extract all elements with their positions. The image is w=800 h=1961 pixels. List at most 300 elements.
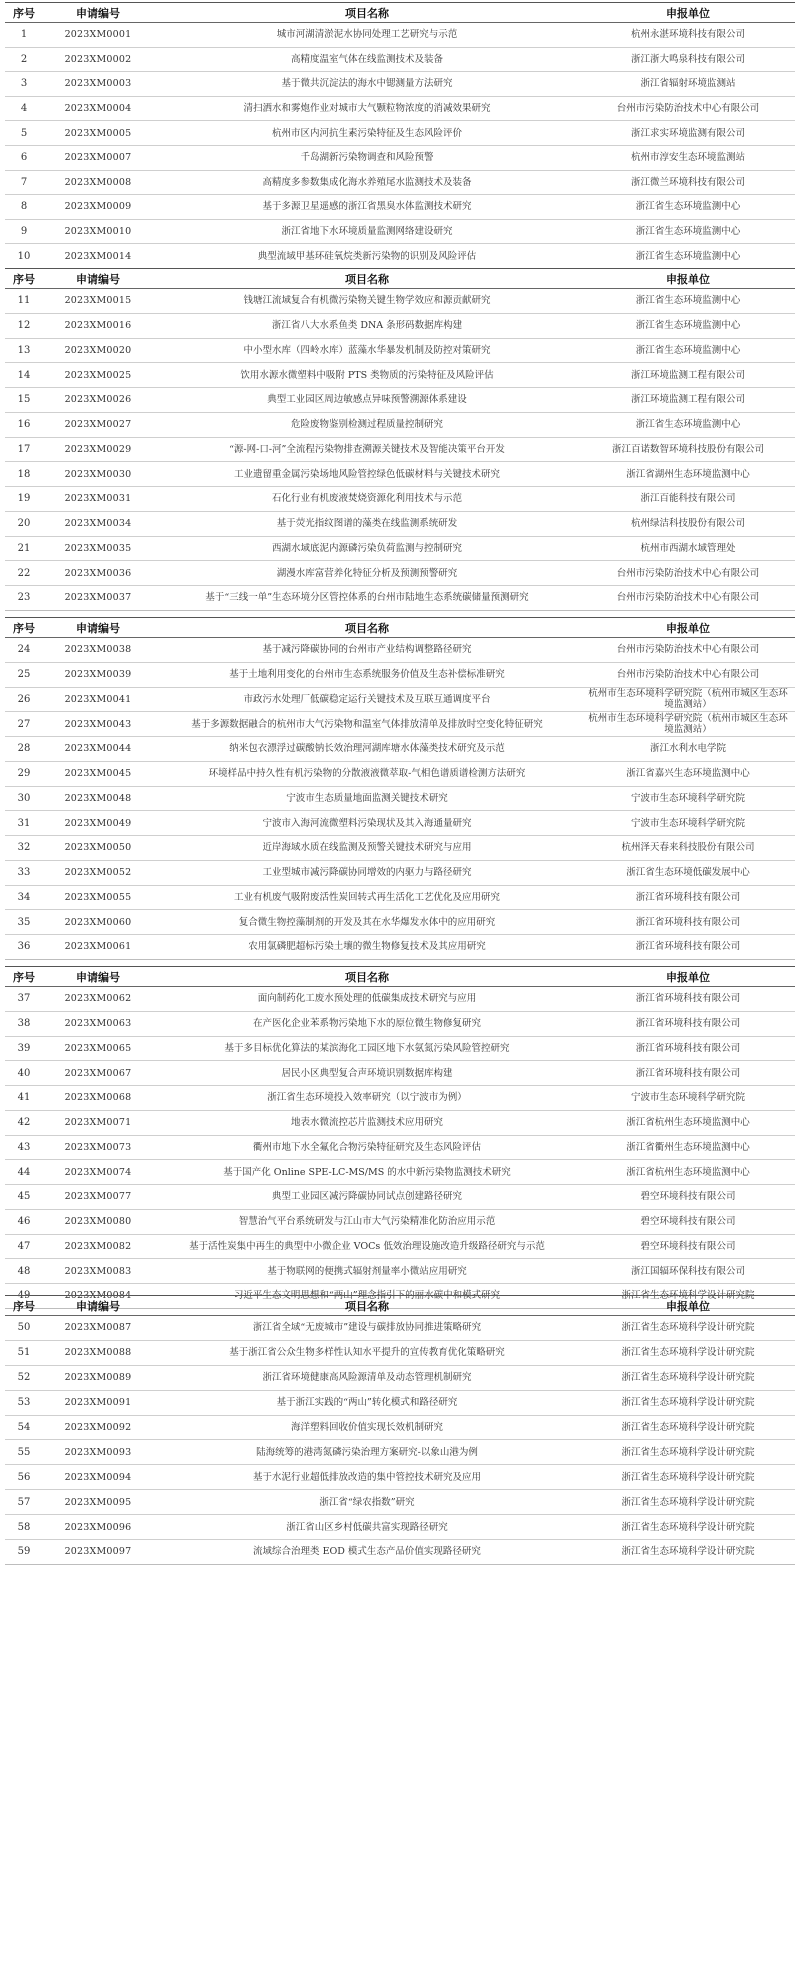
row-number: 57 xyxy=(5,1490,43,1515)
application-code: 2023XM0088 xyxy=(43,1340,153,1365)
applicant-unit: 浙江省环境科技有限公司 xyxy=(581,910,795,935)
project-name: 习近平生态文明思想和“两山”理念指引下的丽水碳中和模式研究 xyxy=(153,1284,581,1309)
row-number: 20 xyxy=(5,511,43,536)
applicant-unit: 浙江省生态环境监测中心 xyxy=(581,412,795,437)
application-code: 2023XM0049 xyxy=(43,811,153,836)
applicant-unit: 浙江省生态环境科学设计研究院 xyxy=(581,1540,795,1565)
table-row xyxy=(5,786,795,811)
applicant-unit: 台州市污染防治技术中心有限公司 xyxy=(581,561,795,586)
application-code: 2023XM0029 xyxy=(43,437,153,462)
row-number: 25 xyxy=(5,662,43,687)
applicant-unit: 杭州市生态环境科学研究院（杭州市城区生态环境监测站） xyxy=(581,687,795,712)
row-number: 48 xyxy=(5,1259,43,1284)
project-name: 基于减污降碳协同的台州市产业结构调整路径研究 xyxy=(153,638,581,663)
application-code: 2023XM0020 xyxy=(43,338,153,363)
application-code: 2023XM0061 xyxy=(43,935,153,960)
table-row xyxy=(5,761,795,786)
table-row xyxy=(5,289,795,314)
project-name: 流域综合治理类 EOD 模式生态产品价值实现路径研究 xyxy=(153,1540,581,1565)
row-number: 47 xyxy=(5,1234,43,1259)
table-row xyxy=(5,244,795,269)
applicant-unit: 浙江省衢州生态环境监测中心 xyxy=(581,1135,795,1160)
row-number: 32 xyxy=(5,836,43,861)
applicant-unit: 杭州泽天春来科技股份有限公司 xyxy=(581,836,795,861)
project-name: 基于物联网的便携式辐射剂量率小微站应用研究 xyxy=(153,1259,581,1284)
header-unit: 申报单位 xyxy=(581,1296,795,1316)
application-code: 2023XM0077 xyxy=(43,1185,153,1210)
table-row xyxy=(5,1515,795,1540)
project-name: 宁波市生态质量地面监测关键技术研究 xyxy=(153,786,581,811)
applicant-unit: 浙江省生态环境科学设计研究院 xyxy=(581,1440,795,1465)
table-header-row xyxy=(5,967,795,987)
row-number: 7 xyxy=(5,170,43,195)
table-row xyxy=(5,987,795,1012)
applicant-unit: 浙江省环境科技有限公司 xyxy=(581,1036,795,1061)
project-name: 工业有机废气吸附废活性炭回转式再生活化工艺优化及应用研究 xyxy=(153,885,581,910)
table-row xyxy=(5,836,795,861)
project-name: 典型工业园区周边敏感点异味预警溯源体系建设 xyxy=(153,388,581,413)
project-name: 基于土地利用变化的台州市生态系统服务价值及生态补偿标准研究 xyxy=(153,662,581,687)
project-name: 基于浙江实践的“两山”转化模式和路径研究 xyxy=(153,1390,581,1415)
project-name: 浙江省山区乡村低碳共富实现路径研究 xyxy=(153,1515,581,1540)
project-name: 钱塘江流域复合有机微污染物关键生物学效应和源贡献研究 xyxy=(153,289,581,314)
table-row xyxy=(5,1259,795,1284)
row-number: 6 xyxy=(5,145,43,170)
project-name: 浙江省地下水环境质量监测网络建设研究 xyxy=(153,219,581,244)
row-number: 39 xyxy=(5,1036,43,1061)
header-name: 项目名称 xyxy=(153,3,581,23)
applicant-unit: 浙江省生态环境科学设计研究院 xyxy=(581,1490,795,1515)
table-block xyxy=(5,268,795,611)
application-code: 2023XM0009 xyxy=(43,195,153,220)
project-name: 面向制药化工废水预处理的低碳集成技术研究与应用 xyxy=(153,987,581,1012)
header-name: 项目名称 xyxy=(153,1296,581,1316)
project-name: 基于水泥行业超低排放改造的集中管控技术研究及应用 xyxy=(153,1465,581,1490)
application-code: 2023XM0052 xyxy=(43,860,153,885)
applicant-unit: 浙江省生态环境低碳发展中心 xyxy=(581,860,795,885)
applicant-unit: 浙江省生态环境科学设计研究院 xyxy=(581,1415,795,1440)
table-row xyxy=(5,1390,795,1415)
table-row xyxy=(5,1036,795,1061)
applicant-unit: 浙江省生态环境科学设计研究院 xyxy=(581,1284,795,1309)
application-code: 2023XM0038 xyxy=(43,638,153,663)
applicant-unit: 浙江省环境科技有限公司 xyxy=(581,987,795,1012)
table-header-row xyxy=(5,269,795,289)
project-name: 浙江省“绿农指数”研究 xyxy=(153,1490,581,1515)
applicant-unit: 浙江省生态环境科学设计研究院 xyxy=(581,1340,795,1365)
project-name: 浙江省八大水系鱼类 DNA 条形码数据库构建 xyxy=(153,313,581,338)
applicant-unit: 浙江省杭州生态环境监测中心 xyxy=(581,1160,795,1185)
header-unit: 申报单位 xyxy=(581,967,795,987)
row-number: 54 xyxy=(5,1415,43,1440)
table-row xyxy=(5,885,795,910)
table-row xyxy=(5,47,795,72)
applicant-unit: 浙江省湖州生态环境监测中心 xyxy=(581,462,795,487)
table-row xyxy=(5,23,795,48)
project-name: 衢州市地下水全氟化合物污染特征研究及生态风险评估 xyxy=(153,1135,581,1160)
applicant-unit: 浙江百能科技有限公司 xyxy=(581,487,795,512)
application-code: 2023XM0094 xyxy=(43,1465,153,1490)
application-code: 2023XM0001 xyxy=(43,23,153,48)
project-name: 石化行业有机废液焚烧资源化利用技术与示范 xyxy=(153,487,581,512)
applicant-unit: 浙江浙大鸣泉科技有限公司 xyxy=(581,47,795,72)
project-name: 陆海统筹的港湾氮磷污染治理方案研究-以象山港为例 xyxy=(153,1440,581,1465)
application-code: 2023XM0082 xyxy=(43,1234,153,1259)
application-code: 2023XM0071 xyxy=(43,1110,153,1135)
header-code: 申请编号 xyxy=(43,269,153,289)
row-number: 28 xyxy=(5,737,43,762)
application-code: 2023XM0031 xyxy=(43,487,153,512)
application-code: 2023XM0005 xyxy=(43,121,153,146)
table-row xyxy=(5,1415,795,1440)
header-name: 项目名称 xyxy=(153,269,581,289)
application-code: 2023XM0068 xyxy=(43,1086,153,1111)
application-code: 2023XM0041 xyxy=(43,687,153,712)
project-name: 基于荧光指纹图谱的藻类在线监测系统研发 xyxy=(153,511,581,536)
application-code: 2023XM0034 xyxy=(43,511,153,536)
application-code: 2023XM0080 xyxy=(43,1209,153,1234)
applicant-unit: 浙江省环境科技有限公司 xyxy=(581,1011,795,1036)
table-row xyxy=(5,687,795,712)
table-row xyxy=(5,72,795,97)
project-name: 工业遗留重金属污染场地风险管控绿色低碳材料与关键技术研究 xyxy=(153,462,581,487)
table-row xyxy=(5,1316,795,1341)
table-row xyxy=(5,1110,795,1135)
table-row xyxy=(5,638,795,663)
applicant-unit: 浙江水利水电学院 xyxy=(581,737,795,762)
application-code: 2023XM0003 xyxy=(43,72,153,97)
project-name: 危险废物鉴别检测过程质量控制研究 xyxy=(153,412,581,437)
applicant-unit: 浙江省生态环境监测中心 xyxy=(581,338,795,363)
project-name: 饮用水源水微塑料中吸附 PTS 类物质的污染特征及风险评估 xyxy=(153,363,581,388)
project-name: 浙江省生态环境投入效率研究（以宁波市为例） xyxy=(153,1086,581,1111)
row-number: 44 xyxy=(5,1160,43,1185)
applicant-unit: 浙江省环境科技有限公司 xyxy=(581,935,795,960)
header-code: 申请编号 xyxy=(43,1296,153,1316)
header-no: 序号 xyxy=(5,1296,43,1316)
application-code: 2023XM0015 xyxy=(43,289,153,314)
project-name: 湖漫水库富营养化特征分析及预测预警研究 xyxy=(153,561,581,586)
row-number: 38 xyxy=(5,1011,43,1036)
row-number: 27 xyxy=(5,712,43,737)
row-number: 45 xyxy=(5,1185,43,1210)
row-number: 21 xyxy=(5,536,43,561)
applicant-unit: 浙江国辐环保科技有限公司 xyxy=(581,1259,795,1284)
application-code: 2023XM0026 xyxy=(43,388,153,413)
application-code: 2023XM0063 xyxy=(43,1011,153,1036)
row-number: 42 xyxy=(5,1110,43,1135)
project-name: “源-网-口-河”全流程污染物排查溯源关键技术及智能决策平台开发 xyxy=(153,437,581,462)
row-number: 8 xyxy=(5,195,43,220)
applicant-unit: 杭州市淳安生态环境监测站 xyxy=(581,145,795,170)
application-code: 2023XM0048 xyxy=(43,786,153,811)
application-code: 2023XM0004 xyxy=(43,96,153,121)
table-row xyxy=(5,586,795,611)
row-number: 34 xyxy=(5,885,43,910)
header-code: 申请编号 xyxy=(43,3,153,23)
table-row xyxy=(5,195,795,220)
project-name: 中小型水库（四岭水库）蓝藻水华暴发机制及防控对策研究 xyxy=(153,338,581,363)
row-number: 16 xyxy=(5,412,43,437)
project-name: 基于多目标优化算法的某滨海化工园区地下水氨氮污染风险管控研究 xyxy=(153,1036,581,1061)
applicant-unit: 浙江省生态环境监测中心 xyxy=(581,313,795,338)
project-name: 纳米包衣漂浮过碳酸钠长效治理河湖库塘水体藻类技术研究及示范 xyxy=(153,737,581,762)
table-row xyxy=(5,1540,795,1565)
row-number: 5 xyxy=(5,121,43,146)
table-row xyxy=(5,219,795,244)
application-code: 2023XM0002 xyxy=(43,47,153,72)
header-name: 项目名称 xyxy=(153,618,581,638)
applicant-unit: 浙江省环境科技有限公司 xyxy=(581,1061,795,1086)
table-row xyxy=(5,121,795,146)
applicant-unit: 浙江省生态环境监测中心 xyxy=(581,244,795,269)
header-no: 序号 xyxy=(5,967,43,987)
table-block xyxy=(5,1295,795,1565)
application-code: 2023XM0093 xyxy=(43,1440,153,1465)
application-code: 2023XM0044 xyxy=(43,737,153,762)
application-code: 2023XM0055 xyxy=(43,885,153,910)
table-row xyxy=(5,662,795,687)
applicant-unit: 浙江求实环境监测有限公司 xyxy=(581,121,795,146)
project-name: 基于“三线一单”生态环境分区管控体系的台州市陆地生态系统碳储量预测研究 xyxy=(153,586,581,611)
table-row xyxy=(5,388,795,413)
project-table xyxy=(5,268,795,611)
applicant-unit: 台州市污染防治技术中心有限公司 xyxy=(581,662,795,687)
project-name: 在产医化企业苯系物污染地下水的原位微生物修复研究 xyxy=(153,1011,581,1036)
table-row xyxy=(5,338,795,363)
applicant-unit: 碧空环境科技有限公司 xyxy=(581,1185,795,1210)
application-code: 2023XM0084 xyxy=(43,1284,153,1309)
applicant-unit: 浙江省生态环境科学设计研究院 xyxy=(581,1465,795,1490)
row-number: 1 xyxy=(5,23,43,48)
row-number: 40 xyxy=(5,1061,43,1086)
project-name: 基于国产化 Online SPE-LC-MS/MS 的水中新污染物监测技术研究 xyxy=(153,1160,581,1185)
row-number: 9 xyxy=(5,219,43,244)
table-row xyxy=(5,1234,795,1259)
applicant-unit: 碧空环境科技有限公司 xyxy=(581,1234,795,1259)
applicant-unit: 杭州永湛环境科技有限公司 xyxy=(581,23,795,48)
header-name: 项目名称 xyxy=(153,967,581,987)
project-name: 海洋塑料回收价值实现长效机制研究 xyxy=(153,1415,581,1440)
project-name: 浙江省环境健康高风险源清单及动态管理机制研究 xyxy=(153,1365,581,1390)
table-row xyxy=(5,1160,795,1185)
row-number: 23 xyxy=(5,586,43,611)
row-number: 18 xyxy=(5,462,43,487)
application-code: 2023XM0073 xyxy=(43,1135,153,1160)
row-number: 4 xyxy=(5,96,43,121)
applicant-unit: 浙江微兰环境科技有限公司 xyxy=(581,170,795,195)
table-row xyxy=(5,1209,795,1234)
applicant-unit: 浙江省环境科技有限公司 xyxy=(581,885,795,910)
row-number: 31 xyxy=(5,811,43,836)
application-code: 2023XM0010 xyxy=(43,219,153,244)
table-row xyxy=(5,1465,795,1490)
applicant-unit: 杭州市生态环境科学研究院（杭州市城区生态环境监测站） xyxy=(581,712,795,737)
header-unit: 申报单位 xyxy=(581,269,795,289)
row-number: 14 xyxy=(5,363,43,388)
row-number: 56 xyxy=(5,1465,43,1490)
table-block xyxy=(5,617,795,960)
table-row xyxy=(5,487,795,512)
project-name: 基于活性炭集中再生的典型中小微企业 VOCs 低效治理设施改造升级路径研究与示范 xyxy=(153,1234,581,1259)
application-code: 2023XM0067 xyxy=(43,1061,153,1086)
header-no: 序号 xyxy=(5,618,43,638)
application-code: 2023XM0065 xyxy=(43,1036,153,1061)
project-name: 典型流域甲基环硅氧烷类新污染物的识别及风险评估 xyxy=(153,244,581,269)
table-row xyxy=(5,1440,795,1465)
application-code: 2023XM0039 xyxy=(43,662,153,687)
project-name: 近岸海域水质在线监测及预警关键技术研究与应用 xyxy=(153,836,581,861)
application-code: 2023XM0060 xyxy=(43,910,153,935)
row-number: 33 xyxy=(5,860,43,885)
applicant-unit: 台州市污染防治技术中心有限公司 xyxy=(581,586,795,611)
row-number: 35 xyxy=(5,910,43,935)
table-row xyxy=(5,1061,795,1086)
application-code: 2023XM0074 xyxy=(43,1160,153,1185)
applicant-unit: 浙江省生态环境科学设计研究院 xyxy=(581,1365,795,1390)
row-number: 24 xyxy=(5,638,43,663)
applicant-unit: 浙江省生态环境科学设计研究院 xyxy=(581,1316,795,1341)
header-unit: 申报单位 xyxy=(581,618,795,638)
row-number: 43 xyxy=(5,1135,43,1160)
row-number: 10 xyxy=(5,244,43,269)
table-row xyxy=(5,811,795,836)
table-header-row xyxy=(5,618,795,638)
header-code: 申请编号 xyxy=(43,967,153,987)
header-code: 申请编号 xyxy=(43,618,153,638)
row-number: 49 xyxy=(5,1284,43,1309)
application-code: 2023XM0036 xyxy=(43,561,153,586)
applicant-unit: 杭州绿洁科技股份有限公司 xyxy=(581,511,795,536)
project-name: 基于多源数据融合的杭州市大气污染物和温室气体排放清单及排放时空变化特征研究 xyxy=(153,712,581,737)
applicant-unit: 浙江省生态环境监测中心 xyxy=(581,195,795,220)
application-code: 2023XM0092 xyxy=(43,1415,153,1440)
header-unit: 申报单位 xyxy=(581,3,795,23)
row-number: 30 xyxy=(5,786,43,811)
row-number: 59 xyxy=(5,1540,43,1565)
project-name: 基于多源卫星遥感的浙江省黑臭水体监测技术研究 xyxy=(153,195,581,220)
row-number: 12 xyxy=(5,313,43,338)
table-row xyxy=(5,363,795,388)
project-name: 城市河湖清淤泥水协同处理工艺研究与示范 xyxy=(153,23,581,48)
row-number: 17 xyxy=(5,437,43,462)
project-name: 工业型城市减污降碳协同增效的内驱力与路径研究 xyxy=(153,860,581,885)
row-number: 26 xyxy=(5,687,43,712)
table-row xyxy=(5,1340,795,1365)
table-row xyxy=(5,412,795,437)
table-row xyxy=(5,313,795,338)
project-name: 杭州市区内河抗生素污染特征及生态风险评价 xyxy=(153,121,581,146)
applicant-unit: 浙江省杭州生态环境监测中心 xyxy=(581,1110,795,1135)
project-name: 清扫洒水和雾炮作业对城市大气颗粒物浓度的消减效果研究 xyxy=(153,96,581,121)
project-name: 浙江省全域“无废城市”建设与碳排放协同推进策略研究 xyxy=(153,1316,581,1341)
application-code: 2023XM0027 xyxy=(43,412,153,437)
table-header-row xyxy=(5,3,795,23)
project-name: 基于浙江省公众生物多样性认知水平提升的宣传教育优化策略研究 xyxy=(153,1340,581,1365)
applicant-unit: 杭州市西湖水域管理处 xyxy=(581,536,795,561)
row-number: 13 xyxy=(5,338,43,363)
applicant-unit: 宁波市生态环境科学研究院 xyxy=(581,786,795,811)
application-code: 2023XM0083 xyxy=(43,1259,153,1284)
application-code: 2023XM0014 xyxy=(43,244,153,269)
application-code: 2023XM0025 xyxy=(43,363,153,388)
table-block xyxy=(5,2,795,269)
applicant-unit: 浙江环境监测工程有限公司 xyxy=(581,388,795,413)
table-row xyxy=(5,536,795,561)
project-table xyxy=(5,966,795,1309)
project-table xyxy=(5,1295,795,1565)
project-table xyxy=(5,617,795,960)
row-number: 51 xyxy=(5,1340,43,1365)
table-row xyxy=(5,1086,795,1111)
applicant-unit: 浙江省辐射环境监测站 xyxy=(581,72,795,97)
project-name: 西湖水域底泥内源磷污染负荷监测与控制研究 xyxy=(153,536,581,561)
row-number: 37 xyxy=(5,987,43,1012)
application-code: 2023XM0007 xyxy=(43,145,153,170)
applicant-unit: 台州市污染防治技术中心有限公司 xyxy=(581,638,795,663)
table-row xyxy=(5,910,795,935)
project-name: 复合微生物控藻制剂的开发及其在水华爆发水体中的应用研究 xyxy=(153,910,581,935)
application-code: 2023XM0062 xyxy=(43,987,153,1012)
project-name: 千岛湖新污染物调查和风险预警 xyxy=(153,145,581,170)
application-code: 2023XM0091 xyxy=(43,1390,153,1415)
row-number: 50 xyxy=(5,1316,43,1341)
applicant-unit: 浙江省嘉兴生态环境监测中心 xyxy=(581,761,795,786)
applicant-unit: 浙江环境监测工程有限公司 xyxy=(581,363,795,388)
applicant-unit: 碧空环境科技有限公司 xyxy=(581,1209,795,1234)
row-number: 55 xyxy=(5,1440,43,1465)
table-row xyxy=(5,737,795,762)
row-number: 19 xyxy=(5,487,43,512)
row-number: 3 xyxy=(5,72,43,97)
row-number: 36 xyxy=(5,935,43,960)
row-number: 2 xyxy=(5,47,43,72)
project-name: 典型工业园区减污降碳协同试点创建路径研究 xyxy=(153,1185,581,1210)
application-code: 2023XM0089 xyxy=(43,1365,153,1390)
table-row xyxy=(5,935,795,960)
application-code: 2023XM0050 xyxy=(43,836,153,861)
project-name: 高精度多参数集成化海水养殖尾水监测技术及装备 xyxy=(153,170,581,195)
project-table xyxy=(5,2,795,269)
application-code: 2023XM0097 xyxy=(43,1540,153,1565)
project-name: 环境样品中持久性有机污染物的分散液液微萃取-气相色谱质谱检测方法研究 xyxy=(153,761,581,786)
table-row xyxy=(5,437,795,462)
application-code: 2023XM0095 xyxy=(43,1490,153,1515)
table-row xyxy=(5,511,795,536)
project-name: 基于微共沉淀法的海水中锶测量方法研究 xyxy=(153,72,581,97)
row-number: 15 xyxy=(5,388,43,413)
header-no: 序号 xyxy=(5,269,43,289)
table-row xyxy=(5,1135,795,1160)
project-name: 智慧治气平台系统研发与江山市大气污染精准化防治应用示范 xyxy=(153,1209,581,1234)
table-row xyxy=(5,1185,795,1210)
applicant-unit: 浙江百诺数智环境科技股份有限公司 xyxy=(581,437,795,462)
application-code: 2023XM0030 xyxy=(43,462,153,487)
table-row xyxy=(5,1365,795,1390)
application-code: 2023XM0035 xyxy=(43,536,153,561)
application-code: 2023XM0096 xyxy=(43,1515,153,1540)
applicant-unit: 宁波市生态环境科学研究院 xyxy=(581,811,795,836)
applicant-unit: 浙江省生态环境科学设计研究院 xyxy=(581,1390,795,1415)
project-name: 地表水微流控芯片监测技术应用研究 xyxy=(153,1110,581,1135)
applicant-unit: 浙江省生态环境监测中心 xyxy=(581,289,795,314)
row-number: 46 xyxy=(5,1209,43,1234)
table-row xyxy=(5,96,795,121)
applicant-unit: 台州市污染防治技术中心有限公司 xyxy=(581,96,795,121)
header-no: 序号 xyxy=(5,3,43,23)
table-row xyxy=(5,462,795,487)
application-code: 2023XM0087 xyxy=(43,1316,153,1341)
